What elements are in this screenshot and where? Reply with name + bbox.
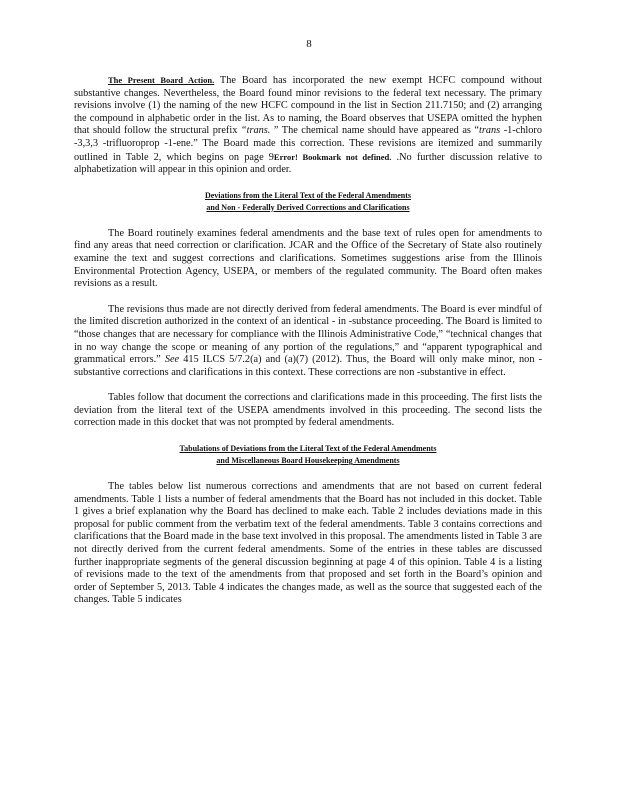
paragraph-tables-below: The tables below list numerous corrections and amendments that are not based on current federal amendments. Table 1 lists a number of federal amendments that the Board has not included in this docket. Table 1 gives a brief explanation why the Board has declined to make each. Table 2 includes deviations made in this proposal for public comment from the verbatim text of the federal amendments. Table 3 contains corrections and clarifications that the Board made in the base text involved in this proposal. The amendments listed in Table 3 are not directly derived from the current federal amendments. Some of the entries in these tables are discussed further inappropriate segments of the general discussion beginning at page 4 of this opinion. Table 4 is a listing of revisions made to the text of the amendments from that proposed and set forth in the Board’s opinion and order of September 5, 2013. Table 4 indicates the changes made, as well as the source that suggested each of the changes. Table 5 indicates [74, 481, 542, 606]
heading-line: and Miscellaneous Board Housekeeping Amendments [216, 456, 400, 466]
section-heading-deviations [171, 190, 445, 214]
paragraph-text: The revisions thus made are not directly derived from federal amendments. The Board is ever mindful of the limited discretion authorized in the context of an identical - in -substance proceeding. The Board is limited to “those changes that are necessary for compliance with the Illinois Administrative Code,” “technical changes that in no way change the scope or meaning of any portion of the regulations,” and “apparent typographical and grammatical errors.” [74, 303, 542, 366]
heading-line: Deviations from the Literal Text of the Federal Amendments [204, 190, 412, 200]
paragraph-routine-examination: The Board routinely examines federal amendments and the base text of rules open for amendments to find any areas that need correction or clarification. JCAR and the Office of the Secretary of State also routinely examine the text and suggest corrections and clarifications. Sometimes suggestions arise from the Illinois Environmental Protection Agency, USEPA, or members of the regulated community. The Board often makes revisions as a result. [74, 227, 542, 290]
paragraph-text: 415 ILCS 5/7.2(a) and (a)(7) (2012). Thus, the Board will only make minor, non - substantive corrections and clarifications in this context. These corrections are non -substantive in effect. [74, 354, 542, 378]
heading-line: and Non - Federally Derived Corrections and Clarifications [206, 202, 410, 212]
paragraph-heading: The Present Board Action. [108, 75, 215, 85]
paragraph-present-board-action [74, 74, 542, 177]
italic-see: See [164, 354, 180, 366]
paragraph-tables-follow: Tables follow that document the corrections and clarifications made in this proceeding. The first lists the deviation from the literal text of the USEPA amendments involved in this proceeding. The second lists the correction made in this docket that was not prompted by federal amendments. [74, 392, 542, 429]
italic-prefix: “trans. [240, 125, 271, 137]
paragraph-text: ” The chemical name should have appeared as “ [270, 125, 479, 137]
paragraph-text: The Board has incorporated the new exempt HCFC compound without substantive changes. Nevertheless, the Board found minor revisions to the federal text necessary. The primary revisions involve (1) the naming of the new HCFC compound in the list in Section 211.7150; and (2) arranging the compound in alphabetic order in the list. As to naming, the Board observes that USEPA omitted the hyphen that should follow the structural prefix [74, 75, 542, 137]
page-number: 8 [306, 38, 312, 50]
bookmark-error: Error! Bookmark not defined. [273, 151, 392, 162]
italic-trans: trans [479, 125, 501, 137]
heading-line: Tabulations of Deviations from the Literal Text of the Federal Amendments [179, 444, 437, 454]
section-heading-tabulations [129, 443, 487, 467]
paragraph-revisions [74, 304, 542, 380]
paragraph-text: .No further discussion relative to alphabetization will appear in this opinion and order. [74, 151, 542, 176]
paragraph-text: -1-chloro -3,3,3 -trifluoroprop -1-ene.” The Board made this correction. These revisions are itemized and summarily outlined in Table 2, which begins on page 9 [74, 125, 543, 163]
document-body [74, 74, 542, 620]
